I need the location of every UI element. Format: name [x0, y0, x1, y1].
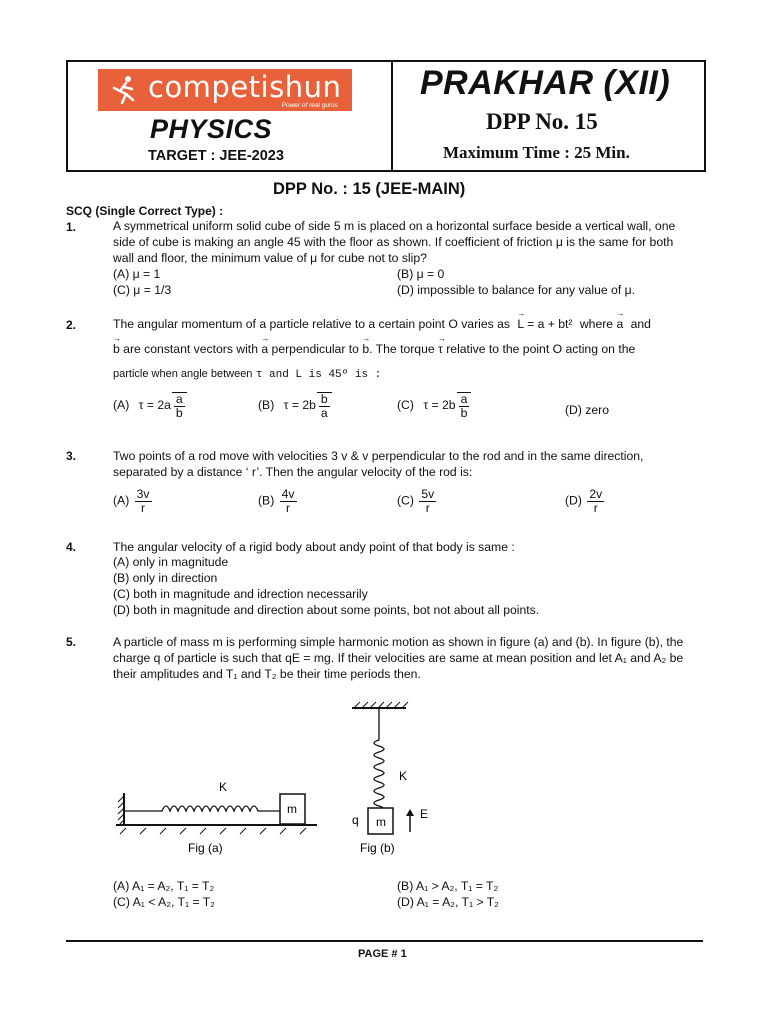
option-b[interactable]: (B) A₁ > A₂, T₁ = T₂ [397, 879, 499, 893]
option-c[interactable]: (C) both in magnitude and idrection necessarily [113, 587, 368, 601]
logo-text: competishun [148, 70, 342, 104]
question-line: → b are constant vectors with → a perpendicular to → b. The torque → τ relative to the point O acting on the [113, 342, 635, 356]
field-label: E [420, 807, 429, 821]
option-a[interactable]: (A) only in magnitude [113, 555, 229, 569]
mass-label: m [376, 815, 386, 829]
question-text [113, 218, 703, 266]
question-line: wall and floor, the minimum value of μ for cube not to slip? [113, 251, 427, 265]
option-d[interactable]: (D) impossible to balance for any value of μ. [397, 283, 636, 297]
mass-label: m [287, 802, 297, 816]
option-c[interactable]: (C) μ = 1/3 [113, 283, 172, 297]
option-b[interactable]: (B) only in direction [113, 571, 218, 585]
option-a[interactable]: (A) τ = 2a $\frac{a}{b}$ [113, 392, 187, 420]
figure-caption: Fig (b) [360, 841, 395, 855]
figure-caption: Fig (a) [188, 841, 223, 855]
option-a[interactable]: (A) $\frac{3v}{r}$ [113, 487, 150, 515]
spring-label: K [219, 780, 228, 794]
question-line: The angular momentum of a particle relative to a certain point O varies as → L = a + bt² where → a and [113, 317, 703, 331]
option-b[interactable]: (B) τ = 2b $\frac{b}{a}$ [258, 392, 332, 420]
footer-rule [66, 940, 703, 942]
question-text: A particle of mass m is performing simple harmonic motion as shown in figure (a) and (b). In figure (b), the charge q of particle is such that qE = mg. If their velocities are same at mean position and let A₁ and A₂ be their amplitudes and T₁ and T₂ be their time periods then. [113, 635, 684, 681]
header-divider [391, 60, 393, 172]
section-heading: SCQ (Single Correct Type) : [66, 204, 224, 218]
option-b[interactable]: (B) μ = 0 [397, 267, 445, 281]
question-text: Two points of a rod move with velocities 3 v & v perpendicular to the rod and in the same direction, separated by a distance ‘ r’. Then the angular velocity of the rod is: [113, 449, 644, 479]
option-d[interactable]: (D) A₁ = A₂, T₁ > T₂ [397, 895, 499, 909]
question-line: A symmetrical uniform solid cube of side 5 m is placed on a horizontal surface beside a vertical wall, one [113, 219, 676, 233]
question-number: 3. [66, 449, 77, 463]
option-c[interactable]: (C) A₁ < A₂, T₁ = T₂ [113, 895, 215, 909]
logo-tagline: Power of real gurus [281, 102, 338, 109]
page-number: PAGE # 1 [358, 948, 407, 960]
option-a[interactable]: (A) μ = 1 [113, 267, 161, 281]
figure-a-spring-block [112, 778, 322, 858]
question-number: 1. [66, 220, 77, 234]
option-c[interactable]: (C) τ = 2b $\frac{a}{b}$ [397, 392, 471, 420]
spring-label: K [399, 769, 408, 783]
question-line: side of cube is making an angle 45 with the floor as shown. If coefficient of friction μ is the same for both [113, 235, 674, 249]
question-number: 2. [66, 318, 77, 332]
dpp-title: DPP No. : 15 (JEE-MAIN) [273, 180, 466, 198]
question-line: particle when angle between τ and L is 45º is : [113, 368, 382, 381]
option-a[interactable]: (A) A₁ = A₂, T₁ = T₂ [113, 879, 215, 893]
question-number: 5. [66, 635, 77, 649]
question-number: 4. [66, 540, 77, 554]
angular-momentum-expr: → L = a + bt² [517, 317, 572, 331]
max-time: Maximum Time : 25 Min. [443, 143, 630, 162]
option-c[interactable]: (C) $\frac{5v}{r}$ [397, 487, 435, 515]
dpp-number: DPP No. 15 [486, 109, 598, 134]
option-b[interactable]: (B) $\frac{4v}{r}$ [258, 487, 295, 515]
batch-title: PRAKHAR (XII) [420, 64, 671, 102]
option-d[interactable]: (D) $\frac{2v}{r}$ [565, 487, 603, 515]
charge-label: q [352, 813, 359, 827]
option-d[interactable]: (D) both in magnitude and direction about some points, bot not about all points. [113, 603, 540, 617]
target-exam: TARGET : JEE-2023 [148, 148, 284, 164]
question-text: The angular velocity of a rigid body about andy point of that body is same : [113, 540, 515, 554]
runner-icon [108, 74, 140, 106]
subject-title: PHYSICS [150, 114, 273, 144]
competishun-logo [98, 69, 352, 111]
figure-b-hanging-spring [340, 702, 450, 862]
option-d[interactable]: (D) zero [565, 403, 610, 417]
